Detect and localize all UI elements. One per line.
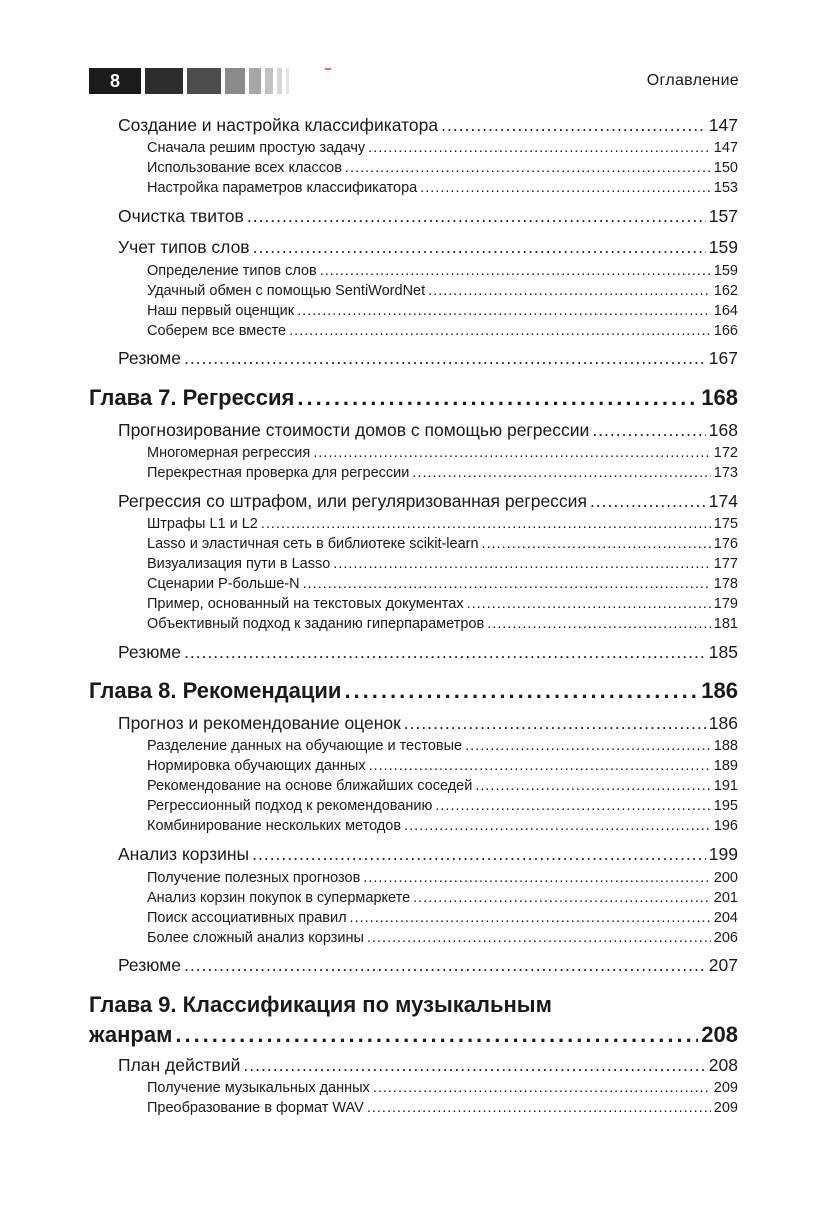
toc-leader bbox=[428, 283, 711, 299]
toc-leader bbox=[350, 910, 711, 926]
toc-title: Прогнозирование стоимости домов с помощью регрессии bbox=[118, 420, 590, 440]
toc-page: 162 bbox=[713, 283, 738, 299]
toc-chapter[interactable] bbox=[89, 678, 738, 704]
toc-page: 147 bbox=[713, 140, 738, 156]
toc-title: жанрам bbox=[89, 1022, 173, 1047]
toc-page: 186 bbox=[701, 678, 738, 703]
toc-leader bbox=[243, 1055, 705, 1076]
toc-subsection[interactable] bbox=[147, 263, 738, 279]
toc-leader bbox=[313, 445, 711, 461]
toc-title: Сначала решим простую задачу bbox=[147, 140, 366, 156]
toc-title: Более сложный анализ корзины bbox=[147, 930, 364, 946]
toc-leader bbox=[320, 263, 711, 279]
toc-page: 196 bbox=[713, 818, 738, 834]
toc-subsection[interactable] bbox=[147, 140, 738, 156]
toc-title: Многомерная регрессия bbox=[147, 445, 311, 461]
toc-leader bbox=[367, 1100, 711, 1116]
toc-leader bbox=[363, 870, 711, 886]
toc-title: Создание и настройка классификатора bbox=[118, 115, 439, 135]
toc-page: 172 bbox=[713, 445, 738, 461]
toc-page: 166 bbox=[713, 323, 738, 339]
toc-page: 188 bbox=[713, 738, 738, 754]
toc-leader bbox=[369, 758, 711, 774]
toc-section[interactable] bbox=[118, 348, 738, 369]
toc-page: 167 bbox=[708, 348, 738, 368]
toc-leader bbox=[344, 678, 698, 704]
running-header bbox=[89, 68, 739, 94]
toc-leader bbox=[247, 206, 706, 227]
toc-subsection[interactable] bbox=[147, 1080, 738, 1096]
toc-title: Комбинирование нескольких методов bbox=[147, 818, 402, 834]
toc-leader bbox=[413, 890, 711, 906]
toc-title: Определение типов слов bbox=[147, 263, 317, 279]
toc-page: 189 bbox=[713, 758, 738, 774]
toc-subsection[interactable] bbox=[147, 870, 738, 886]
toc-leader bbox=[345, 160, 711, 176]
toc-title: Регрессия со штрафом, или регуляризованная регрессия bbox=[118, 491, 587, 511]
toc-page: 157 bbox=[708, 206, 738, 226]
toc-leader bbox=[297, 385, 698, 411]
toc-title: Объективный подход к заданию гиперпараметров bbox=[147, 616, 485, 632]
toc-title: Резюме bbox=[118, 642, 181, 662]
toc-title: Рекомендование на основе ближайших соседей bbox=[147, 778, 473, 794]
toc-leader bbox=[303, 576, 711, 592]
toc-leader bbox=[297, 303, 711, 319]
toc-page: 199 bbox=[708, 844, 738, 864]
toc-page: 206 bbox=[713, 930, 738, 946]
toc-section[interactable] bbox=[118, 844, 738, 865]
toc-subsection[interactable] bbox=[147, 323, 738, 339]
toc-title: Получение полезных прогнозов bbox=[147, 870, 361, 886]
toc-subsection[interactable] bbox=[147, 180, 738, 196]
toc-title: Разделение данных на обучающие и тестовые bbox=[147, 738, 463, 754]
toc-page: 201 bbox=[713, 890, 738, 906]
toc-page: 186 bbox=[708, 713, 738, 733]
toc-subsection[interactable] bbox=[147, 160, 738, 176]
header-bar-block bbox=[225, 68, 245, 94]
toc-page: 150 bbox=[713, 160, 738, 176]
toc-subsection[interactable] bbox=[147, 556, 738, 572]
toc-chapter[interactable] bbox=[89, 1022, 738, 1048]
toc-leader bbox=[467, 596, 711, 612]
toc-title: Наш первый оценщик bbox=[147, 303, 295, 319]
toc-title: Настройка параметров классификатора bbox=[147, 180, 418, 196]
toc-title: Удачный обмен с помощью SentiWordNet bbox=[147, 283, 426, 299]
toc-leader bbox=[261, 516, 711, 532]
toc-page: 174 bbox=[708, 491, 738, 511]
toc-page: 200 bbox=[713, 870, 738, 886]
toc-subsection[interactable] bbox=[147, 616, 738, 632]
toc-section[interactable] bbox=[118, 642, 738, 663]
toc-leader bbox=[404, 818, 711, 834]
header-bar-block bbox=[265, 68, 273, 94]
toc-leader bbox=[184, 642, 706, 663]
toc-title: Соберем все вместе bbox=[147, 323, 287, 339]
toc-title: Lasso и эластичная сеть в библиотеке scikit-learn bbox=[147, 536, 479, 552]
toc-section[interactable] bbox=[118, 955, 738, 976]
toc-page: 147 bbox=[708, 115, 738, 135]
toc-page: 153 bbox=[713, 180, 738, 196]
toc-leader bbox=[184, 955, 706, 976]
toc-leader bbox=[482, 536, 711, 552]
toc-page: 181 bbox=[713, 616, 738, 632]
toc-subsection[interactable] bbox=[147, 930, 738, 946]
toc-subsection[interactable] bbox=[147, 738, 738, 754]
toc-title: Глава 7. Регрессия bbox=[89, 385, 295, 410]
toc-title: Регрессионный подход к рекомендованию bbox=[147, 798, 433, 814]
toc-leader bbox=[373, 1080, 711, 1096]
toc-page: 209 bbox=[713, 1080, 738, 1096]
toc-leader bbox=[175, 1022, 698, 1048]
toc-leader bbox=[252, 844, 706, 865]
toc-chapter[interactable] bbox=[89, 385, 738, 411]
header-bar-block bbox=[277, 68, 282, 94]
toc-leader bbox=[333, 556, 711, 572]
toc-page: 159 bbox=[708, 237, 738, 257]
toc-page: 177 bbox=[713, 556, 738, 572]
toc-title: Пример, основанный на текстовых документах bbox=[147, 596, 464, 612]
toc-leader bbox=[592, 420, 705, 441]
toc-leader bbox=[368, 140, 711, 156]
toc-title: Очистка твитов bbox=[118, 206, 244, 226]
toc-title: Сценарии P-больше-N bbox=[147, 576, 300, 592]
toc-page: 204 bbox=[713, 910, 738, 926]
toc-leader bbox=[487, 616, 711, 632]
toc-title: Анализ корзины bbox=[118, 844, 250, 864]
toc-leader bbox=[441, 115, 706, 136]
toc-leader bbox=[253, 237, 706, 258]
toc-subsection[interactable] bbox=[147, 890, 738, 906]
toc-section[interactable] bbox=[118, 206, 738, 227]
toc-page: 164 bbox=[713, 303, 738, 319]
toc-leader bbox=[420, 180, 711, 196]
toc-subsection[interactable] bbox=[147, 576, 738, 592]
toc-page: 178 bbox=[713, 576, 738, 592]
toc-section[interactable] bbox=[118, 237, 738, 258]
toc-page: 168 bbox=[701, 385, 738, 410]
toc-subsection[interactable] bbox=[147, 758, 738, 774]
toc-title: Поиск ассоциативных правил bbox=[147, 910, 347, 926]
page-number: 8 bbox=[89, 68, 141, 94]
toc-subsection[interactable] bbox=[147, 516, 738, 532]
toc-subsection[interactable] bbox=[147, 596, 738, 612]
toc-chapter-title-line: Глава 9. Классификация по музыкальным bbox=[89, 992, 552, 1017]
header-bar-block bbox=[286, 68, 289, 94]
toc-leader bbox=[590, 491, 706, 512]
toc-title: Визуализация пути в Lasso bbox=[147, 556, 331, 572]
toc-title: Преобразование в формат WAV bbox=[147, 1100, 364, 1116]
toc-title: Прогноз и рекомендование оценок bbox=[118, 713, 401, 733]
toc-subsection[interactable] bbox=[147, 303, 738, 319]
toc-leader bbox=[412, 465, 710, 481]
toc-title: Нормировка обучающих данных bbox=[147, 758, 366, 774]
toc-subsection[interactable] bbox=[147, 798, 738, 814]
toc-section[interactable] bbox=[118, 420, 738, 441]
toc-title: Резюме bbox=[118, 348, 181, 368]
toc-page: 173 bbox=[713, 465, 738, 481]
toc-title: Использование всех классов bbox=[147, 160, 342, 176]
toc-page: 208 bbox=[708, 1055, 738, 1075]
toc-page: 159 bbox=[713, 263, 738, 279]
toc-subsection[interactable] bbox=[147, 910, 738, 926]
toc-page: 195 bbox=[713, 798, 738, 814]
toc-title: Глава 8. Рекомендации bbox=[89, 678, 342, 703]
toc-page: 168 bbox=[708, 420, 738, 440]
running-title: Оглавление bbox=[646, 72, 739, 89]
toc-leader bbox=[404, 713, 706, 734]
toc-title: Учет типов слов bbox=[118, 237, 250, 257]
toc-section[interactable] bbox=[118, 491, 738, 512]
toc-section[interactable] bbox=[118, 115, 738, 136]
header-bar-block bbox=[145, 68, 183, 94]
header-bar-block bbox=[187, 68, 221, 94]
toc-title: Штрафы L1 и L2 bbox=[147, 516, 258, 532]
toc-page: 207 bbox=[708, 955, 738, 975]
toc-title: Резюме bbox=[118, 955, 181, 975]
toc-page: 176 bbox=[713, 536, 738, 552]
toc-leader bbox=[184, 348, 706, 369]
toc-page: 179 bbox=[713, 596, 738, 612]
toc-leader bbox=[465, 738, 711, 754]
toc-leader bbox=[367, 930, 711, 946]
toc-subsection[interactable] bbox=[147, 445, 738, 461]
toc-subsection[interactable] bbox=[147, 465, 738, 481]
toc-page: 209 bbox=[713, 1100, 738, 1116]
toc-subsection[interactable] bbox=[147, 283, 738, 299]
toc-page: 208 bbox=[701, 1022, 738, 1047]
toc-section[interactable] bbox=[118, 1055, 738, 1076]
toc-title: План действий bbox=[118, 1055, 241, 1075]
toc-page: 191 bbox=[713, 778, 738, 794]
header-mark bbox=[325, 68, 331, 70]
toc-title: Перекрестная проверка для регрессии bbox=[147, 465, 410, 481]
toc-subsection[interactable] bbox=[147, 818, 738, 834]
toc-leader bbox=[289, 323, 711, 339]
toc-title: Получение музыкальных данных bbox=[147, 1080, 370, 1096]
toc-leader bbox=[475, 778, 710, 794]
toc-subsection[interactable] bbox=[147, 536, 738, 552]
toc-title: Анализ корзин покупок в супермаркете bbox=[147, 890, 411, 906]
toc-leader bbox=[435, 798, 710, 814]
toc-section[interactable] bbox=[118, 713, 738, 734]
header-bar-block bbox=[249, 68, 261, 94]
toc-page: 175 bbox=[713, 516, 738, 532]
toc-subsection[interactable] bbox=[147, 1100, 738, 1116]
toc-page: 185 bbox=[708, 642, 738, 662]
toc-subsection[interactable] bbox=[147, 778, 738, 794]
